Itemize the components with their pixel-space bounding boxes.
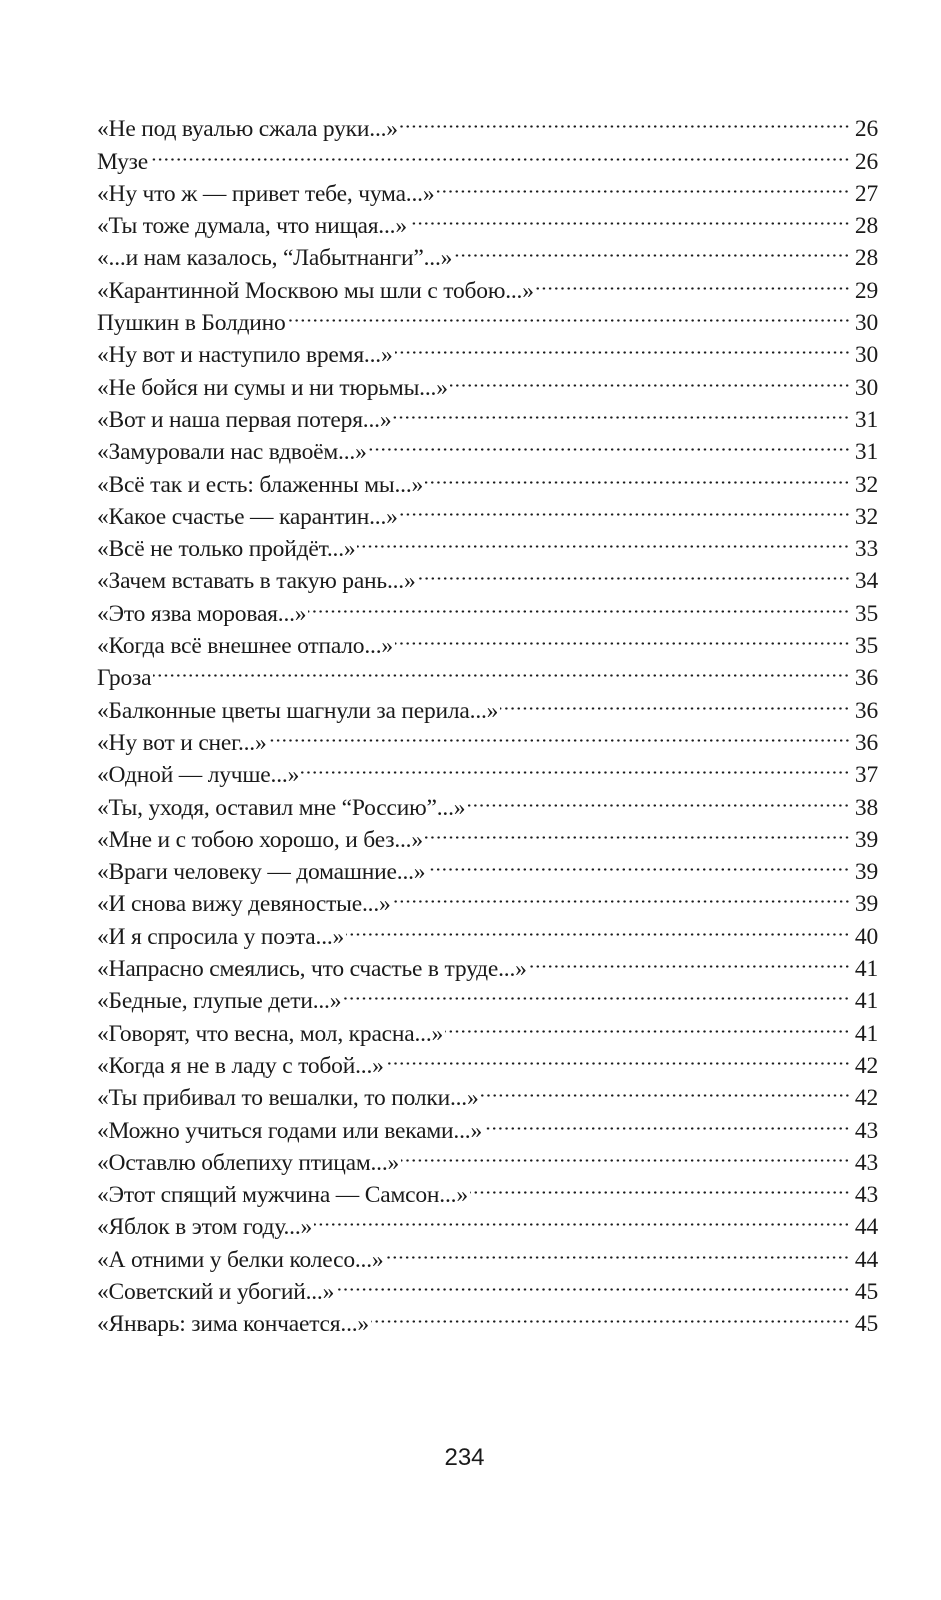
toc-entry-title: «Не бойся ни сумы и ни тюрьмы...» xyxy=(97,374,448,401)
toc-entry-page: 44 xyxy=(854,1246,878,1273)
toc-entry-title: «Когда я не в ладу с тобой...» xyxy=(97,1052,384,1079)
dot-leader xyxy=(153,653,850,685)
toc-entry-title: «Бедные, глупые дети...» xyxy=(97,988,342,1015)
toc-entry-page: 28 xyxy=(854,245,878,272)
dot-leader xyxy=(425,459,850,491)
dot-leader xyxy=(346,911,850,943)
dot-leader xyxy=(400,492,850,524)
dot-leader xyxy=(481,1073,850,1105)
toc-entry-title: «...и нам казалось, “Лабытнанги”...» xyxy=(97,245,453,272)
dot-leader xyxy=(336,1267,850,1299)
toc-entry xyxy=(97,169,878,207)
toc-entry-title: «Оставлю облепиху птицам...» xyxy=(97,1149,400,1176)
toc-entry-title: «А отними у белки колесо...» xyxy=(97,1246,384,1273)
dot-leader xyxy=(308,588,850,620)
dot-leader xyxy=(314,1202,850,1234)
toc-entry xyxy=(97,104,878,143)
toc-entry-title: «Этот спящий мужчина — Самсон...» xyxy=(97,1182,468,1209)
toc-entry-page: 42 xyxy=(854,1052,878,1079)
toc-entry-title: «Январь: зима кончается...» xyxy=(97,1311,369,1338)
dot-leader xyxy=(467,782,850,814)
toc-entry-title: «Когда всё внешнее отпало...» xyxy=(97,633,393,660)
toc-entry-title: «Напрасно смеялись, что счастье в труде...» xyxy=(97,956,527,983)
dot-leader xyxy=(385,1234,850,1266)
toc-entry-page: 41 xyxy=(854,956,878,983)
toc-entry-page: 42 xyxy=(854,1085,878,1112)
toc-entry-page: 30 xyxy=(854,374,878,401)
toc-entry-title: «Мне и с тобою хорошо, и без...» xyxy=(97,826,423,853)
dot-leader xyxy=(288,298,850,330)
toc-entry-page: 43 xyxy=(854,1182,878,1209)
dot-leader xyxy=(418,556,850,588)
toc-entry-title: Музе xyxy=(97,148,148,175)
dot-leader xyxy=(454,233,850,265)
toc-entry-page: 37 xyxy=(854,762,878,789)
toc-entry-page: 26 xyxy=(854,148,878,175)
dot-leader xyxy=(150,136,850,168)
toc-entry-title: «Всё не только пройдёт...» xyxy=(97,536,356,563)
toc-entry xyxy=(97,136,878,175)
toc-entry-page: 32 xyxy=(854,471,878,498)
dot-leader xyxy=(425,815,850,847)
toc-entry-title: «Говорят, что весна, мол, красна...» xyxy=(97,1020,444,1047)
dot-leader xyxy=(484,1105,850,1137)
dot-leader xyxy=(409,201,850,233)
toc-entry-title: «Балконные цветы шагнули за перила...» xyxy=(97,697,499,724)
toc-entry-page: 41 xyxy=(854,1020,878,1047)
toc-entry-title: «Яблок в этом году...» xyxy=(97,1214,313,1241)
toc-entry-title: «Зачем вставать в такую рань...» xyxy=(97,568,416,595)
toc-entry-page: 30 xyxy=(854,310,878,337)
toc-entry-page: 35 xyxy=(854,600,878,627)
toc-entry-page: 33 xyxy=(854,536,878,563)
page-number: 234 xyxy=(444,1444,485,1471)
toc-entry-page: 40 xyxy=(854,923,878,950)
toc-entry xyxy=(97,653,878,692)
toc-entry-page: 44 xyxy=(854,1214,878,1241)
toc-entry-page: 27 xyxy=(854,180,878,207)
toc-entry-page: 39 xyxy=(854,826,878,853)
toc-entry-title: «Ну вот и наступило время...» xyxy=(97,342,393,369)
toc-entry-page: 29 xyxy=(854,277,878,304)
toc-entry-page: 30 xyxy=(854,342,878,369)
toc-entry-title: Пушкин в Болдино xyxy=(97,310,286,337)
toc-entry-page: 43 xyxy=(854,1149,878,1176)
toc-entry-title: «Какое счастье — карантин...» xyxy=(97,503,398,530)
dot-leader xyxy=(445,1008,850,1040)
toc-entry-page: 31 xyxy=(854,439,878,466)
dot-leader xyxy=(369,427,850,459)
toc-entry-page: 34 xyxy=(854,568,878,595)
toc-entry-title: «Вот и наша первая потеря...» xyxy=(97,406,392,433)
dot-leader xyxy=(393,395,850,427)
toc-entry-title: Гроза xyxy=(97,665,152,692)
toc-entry-page: 38 xyxy=(854,794,878,821)
toc-entry-page: 36 xyxy=(854,697,878,724)
dot-leader xyxy=(500,685,850,717)
page-number-footer xyxy=(0,1444,941,1472)
toc-entry-page: 45 xyxy=(854,1278,878,1305)
dot-leader xyxy=(450,362,850,394)
dot-leader xyxy=(343,976,850,1008)
toc-entry-title: «Это язва моровая...» xyxy=(97,600,307,627)
dot-leader xyxy=(427,847,850,879)
toc-entry-page: 43 xyxy=(854,1117,878,1144)
dot-leader xyxy=(395,621,850,653)
toc-entry-page: 32 xyxy=(854,503,878,530)
toc-entry-page: 41 xyxy=(854,988,878,1015)
toc-entry-title: «Ты прибивал то вешалки, то полки...» xyxy=(97,1085,479,1112)
toc-entry-title: «Одной — лучше...» xyxy=(97,762,300,789)
toc-entry-title: «Ты тоже думала, что нищая...» xyxy=(97,213,407,240)
toc-entry-title: «Ну что ж — привет тебе, чума...» xyxy=(97,180,435,207)
toc-entry-page: 35 xyxy=(854,633,878,660)
dot-leader xyxy=(470,1170,850,1202)
toc-entry-title: «Всё так и есть: блаженны мы...» xyxy=(97,471,424,498)
dot-leader xyxy=(529,944,850,976)
dot-leader xyxy=(401,1138,850,1170)
toc-entry-page: 36 xyxy=(854,729,878,756)
toc-entry-title: «Ты, уходя, оставил мне “Россию”...» xyxy=(97,794,466,821)
toc-entry-title: «Не под вуалью сжала руки...» xyxy=(97,116,398,143)
dot-leader xyxy=(357,524,850,556)
toc-entry-page: 26 xyxy=(854,116,878,143)
toc-entry-title: «И я спросила у поэта...» xyxy=(97,923,345,950)
toc-entry-page: 39 xyxy=(854,859,878,886)
dot-leader xyxy=(436,169,850,201)
toc-entry-title: «Карантинной Москвою мы шли с тобою...» xyxy=(97,277,534,304)
toc-entry-page: 31 xyxy=(854,406,878,433)
toc-entry-title: «Замуровали нас вдвоём...» xyxy=(97,439,367,466)
toc-entry-title: «Советский и убогий...» xyxy=(97,1278,335,1305)
toc-entry-title: «И снова вижу девяностые...» xyxy=(97,891,391,918)
dot-leader xyxy=(269,718,850,750)
toc-entry-title: «Враги человеку — домашние...» xyxy=(97,859,426,886)
dot-leader xyxy=(536,265,850,297)
dot-leader xyxy=(400,104,850,136)
toc-entry-title: «Ну вот и снег...» xyxy=(97,729,267,756)
dot-leader xyxy=(395,330,850,362)
toc-entry-page: 28 xyxy=(854,213,878,240)
toc-entry-page: 45 xyxy=(854,1311,878,1338)
toc-entry xyxy=(97,685,878,724)
dot-leader xyxy=(371,1299,850,1331)
dot-leader xyxy=(393,879,850,911)
toc-entry-page: 39 xyxy=(854,891,878,918)
table-of-contents xyxy=(97,104,878,1338)
toc-entry-page: 36 xyxy=(854,665,878,692)
dot-leader xyxy=(301,750,850,782)
toc-entry-title: «Можно учиться годами или веками...» xyxy=(97,1117,483,1144)
dot-leader xyxy=(386,1041,850,1073)
